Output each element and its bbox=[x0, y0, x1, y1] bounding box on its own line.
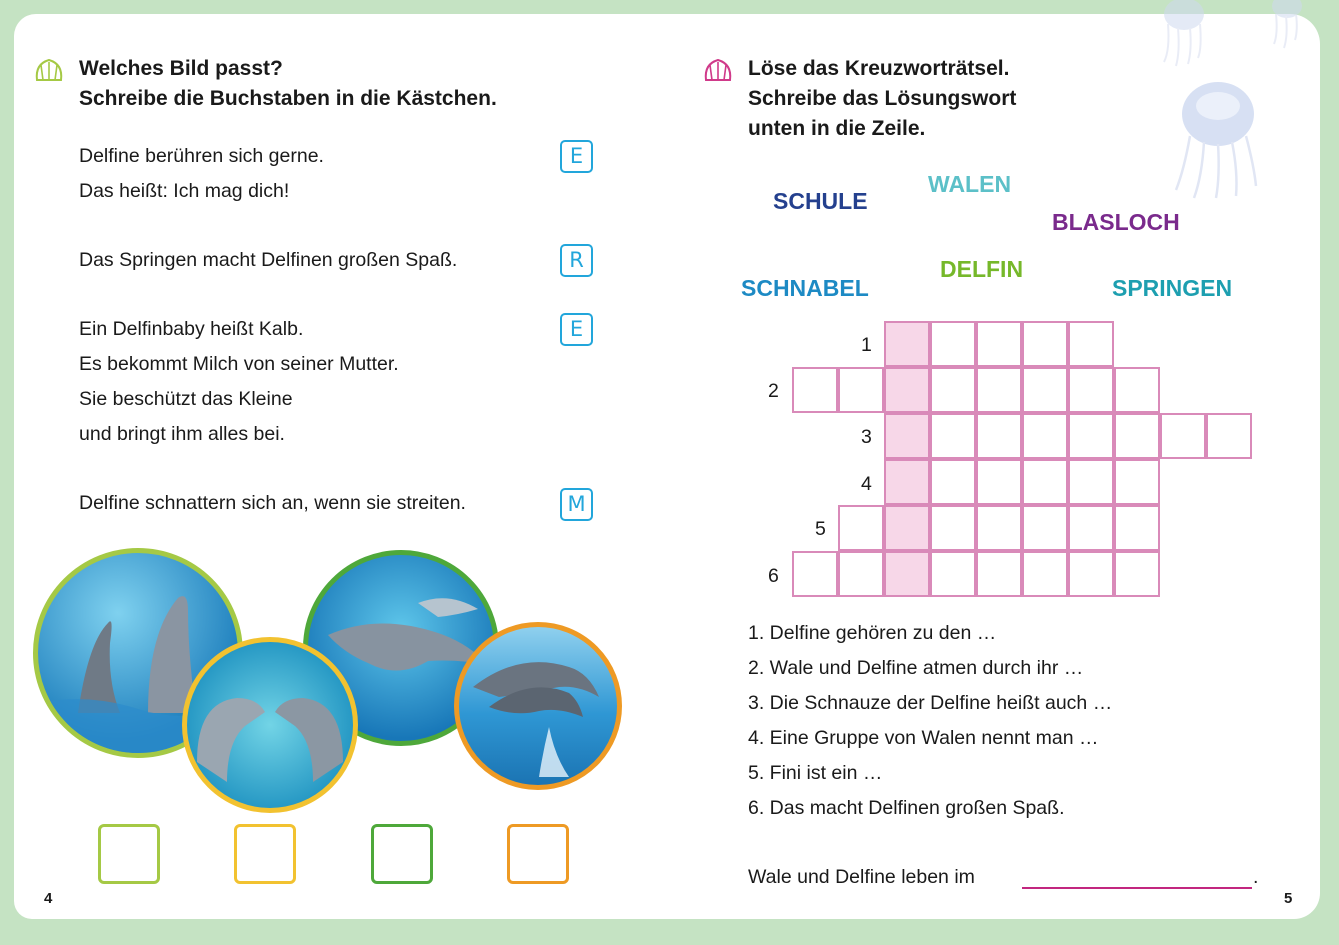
clue-5: 5. Fini ist ein … bbox=[748, 762, 883, 784]
left-heading-line1: Welches Bild passt? bbox=[79, 57, 283, 80]
crossword-cell[interactable] bbox=[1114, 505, 1160, 551]
photo-answer-box-2[interactable] bbox=[234, 824, 296, 884]
jellyfish-decoration bbox=[1150, 0, 1339, 200]
crossword-cell[interactable] bbox=[930, 413, 976, 459]
crossword-cell[interactable] bbox=[1022, 413, 1068, 459]
answer-letter-box-2[interactable]: R bbox=[560, 244, 593, 277]
page-number-right: 5 bbox=[1284, 890, 1293, 907]
crossword-cell[interactable] bbox=[930, 459, 976, 505]
clue-6: 6. Das macht Delfinen großen Spaß. bbox=[748, 797, 1065, 819]
clue-3: 3. Die Schnauze der Delfine heißt auch … bbox=[748, 692, 1113, 714]
statement-3-line: Ein Delfinbaby heißt Kalb. bbox=[79, 318, 304, 340]
crossword-cell[interactable] bbox=[1160, 413, 1206, 459]
statement-3 bbox=[79, 312, 399, 452]
crossword-cell[interactable] bbox=[1022, 459, 1068, 505]
crossword-cell[interactable] bbox=[838, 367, 884, 413]
crossword-solution-cell[interactable] bbox=[884, 367, 930, 413]
crossword-number-4: 4 bbox=[861, 473, 872, 495]
clue-1: 1. Delfine gehören zu den … bbox=[748, 622, 997, 644]
crossword-cell[interactable] bbox=[1022, 551, 1068, 597]
shell-icon bbox=[702, 56, 734, 86]
statement-3-line: Sie beschützt das Kleine bbox=[79, 388, 293, 410]
crossword-cell[interactable] bbox=[1022, 321, 1068, 367]
crossword-cell[interactable] bbox=[792, 551, 838, 597]
statement-1 bbox=[79, 139, 324, 209]
page-number-left: 4 bbox=[44, 890, 53, 907]
crossword-cell[interactable] bbox=[930, 367, 976, 413]
clue-4: 4. Eine Gruppe von Walen nennt man … bbox=[748, 727, 1099, 749]
answer-line[interactable] bbox=[1022, 887, 1252, 889]
crossword-cell[interactable] bbox=[1022, 367, 1068, 413]
word-bank-blasloch: BLASLOCH bbox=[1052, 209, 1180, 235]
statement-2-line: Das Springen macht Delfinen großen Spaß. bbox=[79, 249, 458, 271]
crossword-cell[interactable] bbox=[1114, 459, 1160, 505]
crossword-number-1: 1 bbox=[861, 334, 872, 356]
crossword-cell[interactable] bbox=[1068, 321, 1114, 367]
answer-letter-box-1[interactable]: E bbox=[560, 140, 593, 173]
crossword-cell[interactable] bbox=[1114, 551, 1160, 597]
statement-2 bbox=[79, 243, 457, 278]
crossword-cell[interactable] bbox=[976, 413, 1022, 459]
crossword-number-5: 5 bbox=[815, 518, 826, 540]
crossword-cell[interactable] bbox=[976, 321, 1022, 367]
crossword-solution-cell[interactable] bbox=[884, 505, 930, 551]
crossword-cell[interactable] bbox=[792, 367, 838, 413]
crossword-cell[interactable] bbox=[930, 505, 976, 551]
crossword-cell[interactable] bbox=[1022, 505, 1068, 551]
statement-3-line: Es bekommt Milch von seiner Mutter. bbox=[79, 353, 399, 375]
crossword-cell[interactable] bbox=[930, 551, 976, 597]
photo-answer-box-3[interactable] bbox=[371, 824, 433, 884]
crossword-cell[interactable] bbox=[838, 551, 884, 597]
crossword-cell[interactable] bbox=[1068, 413, 1114, 459]
word-bank-delfin: DELFIN bbox=[940, 256, 1024, 282]
crossword-cell[interactable] bbox=[976, 367, 1022, 413]
crossword-cell[interactable] bbox=[930, 321, 976, 367]
crossword-cell[interactable] bbox=[976, 551, 1022, 597]
word-bank-schule: SCHULE bbox=[773, 188, 868, 214]
photo-answer-box-4[interactable] bbox=[507, 824, 569, 884]
crossword-cell[interactable] bbox=[1206, 413, 1252, 459]
crossword-cell[interactable] bbox=[1068, 551, 1114, 597]
statement-1-line: Delfine berühren sich gerne. bbox=[79, 145, 324, 167]
photo-dolphins-jumping bbox=[454, 622, 622, 790]
crossword-number-2: 2 bbox=[768, 380, 779, 402]
crossword-solution-cell[interactable] bbox=[884, 551, 930, 597]
answer-letter-box-3[interactable]: E bbox=[560, 313, 593, 346]
statement-4-line: Delfine schnattern sich an, wenn sie streiten. bbox=[79, 492, 466, 514]
crossword-solution-cell[interactable] bbox=[884, 413, 930, 459]
crossword-cell[interactable] bbox=[1068, 459, 1114, 505]
crossword-cell[interactable] bbox=[976, 459, 1022, 505]
crossword-number-3: 3 bbox=[861, 426, 872, 448]
crossword-solution-cell[interactable] bbox=[884, 459, 930, 505]
crossword-cell[interactable] bbox=[1114, 367, 1160, 413]
word-bank-springen: SPRINGEN bbox=[1112, 275, 1233, 301]
right-heading-line3: unten in die Zeile. bbox=[748, 117, 926, 140]
crossword-cell[interactable] bbox=[976, 505, 1022, 551]
statement-1-line: Das heißt: Ich mag dich! bbox=[79, 180, 290, 202]
photo-dolphins-kissing bbox=[182, 637, 358, 813]
answer-letter-box-4[interactable]: M bbox=[560, 488, 593, 521]
left-heading-line2: Schreibe die Buchstaben in die Kästchen. bbox=[79, 87, 497, 110]
crossword-cell[interactable] bbox=[838, 505, 884, 551]
answer-sentence: Wale und Delfine leben im bbox=[748, 866, 975, 888]
word-bank-walen: WALEN bbox=[928, 171, 1012, 197]
statement-3-line: und bringt ihm alles bei. bbox=[79, 423, 285, 445]
answer-period: . bbox=[1253, 866, 1259, 888]
crossword-cell[interactable] bbox=[1114, 413, 1160, 459]
clue-2: 2. Wale und Delfine atmen durch ihr … bbox=[748, 657, 1084, 679]
right-heading-line1: Löse das Kreuzworträtsel. bbox=[748, 57, 1010, 80]
word-bank-schnabel: SCHNABEL bbox=[741, 275, 869, 301]
crossword-solution-cell[interactable] bbox=[884, 321, 930, 367]
crossword-number-6: 6 bbox=[768, 565, 779, 587]
shell-icon bbox=[33, 56, 65, 86]
crossword-cell[interactable] bbox=[1068, 505, 1114, 551]
statement-4 bbox=[79, 486, 466, 521]
crossword-cell[interactable] bbox=[1068, 367, 1114, 413]
right-heading-line2: Schreibe das Lösungswort bbox=[748, 87, 1017, 110]
photo-answer-box-1[interactable] bbox=[98, 824, 160, 884]
